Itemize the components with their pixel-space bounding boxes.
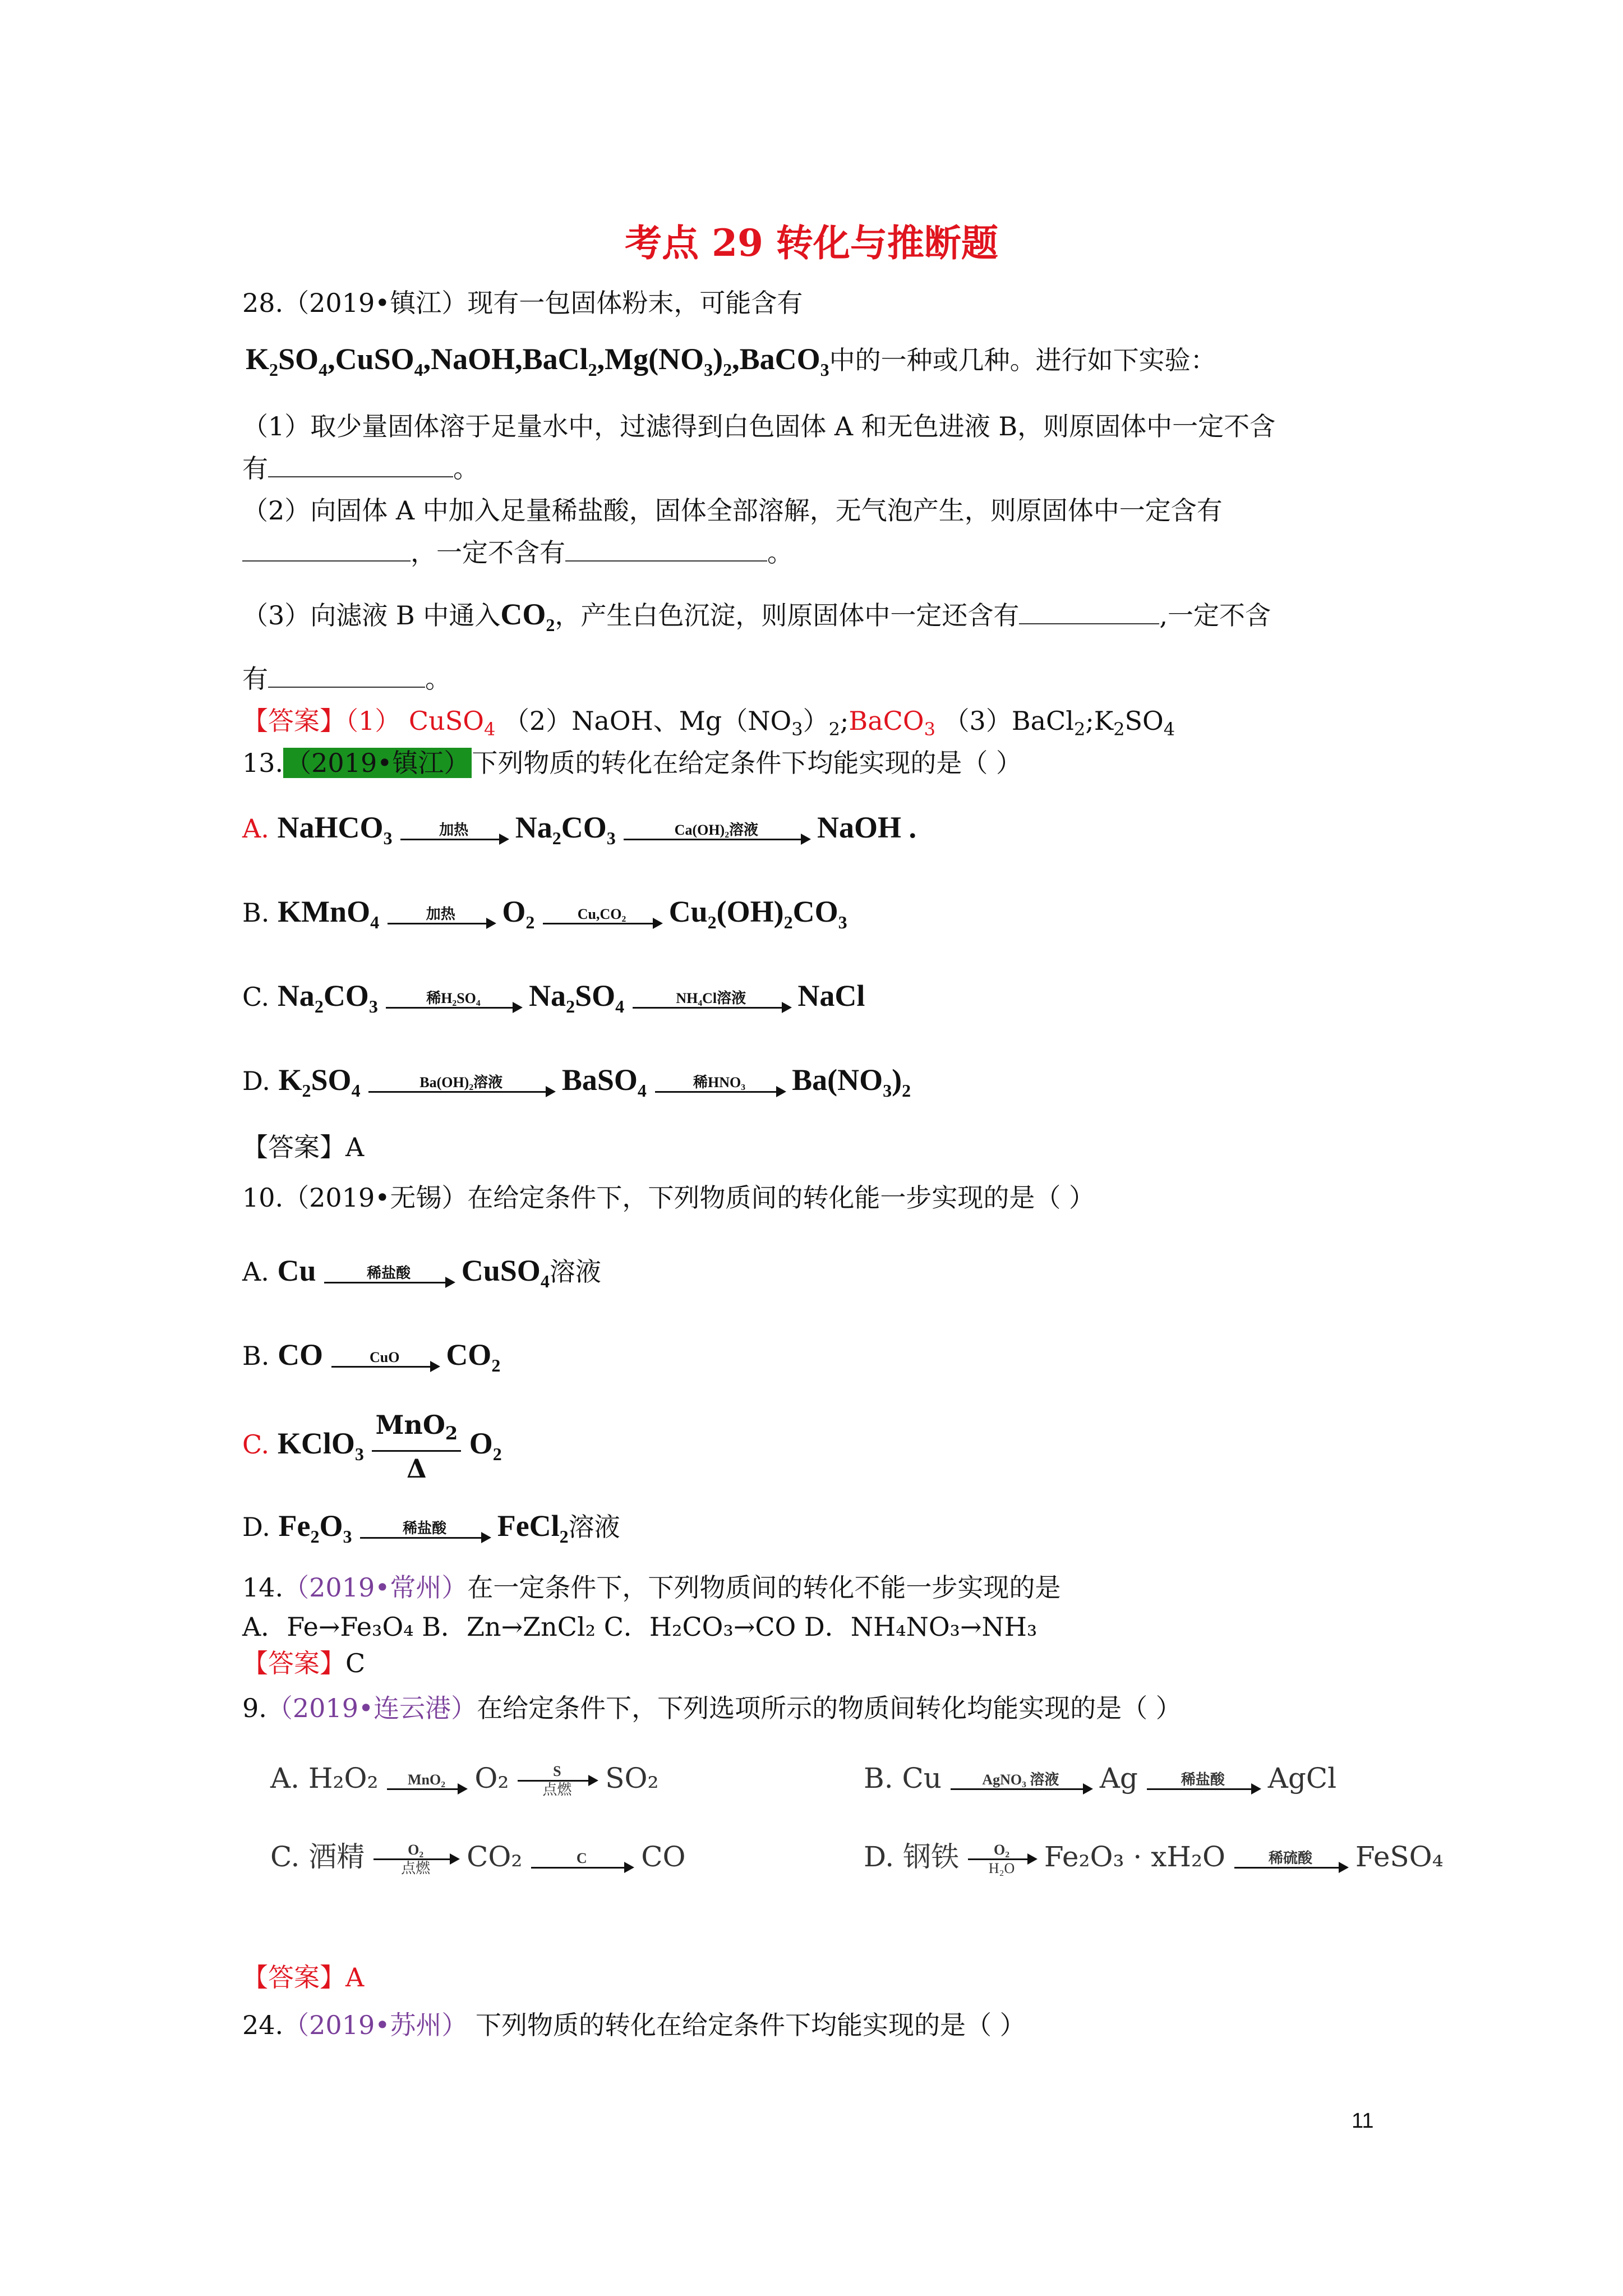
q28-part2-a: （2）向固体 A 中加入足量稀盐酸，固体全部溶解，无气泡产生，则原固体中一定含有 bbox=[242, 495, 1223, 526]
q9-option-c: C. 酒精 O₂ 点燃 CO₂ C CO bbox=[270, 1841, 686, 1876]
q28-part1-a: （1）取少量固体溶于足量水中，过滤得到白色固体 A 和无色进液 B，则原固体中一定不含 bbox=[242, 411, 1276, 441]
source-highlight: （2019•镇江） bbox=[283, 748, 472, 778]
q14-head: 14.（2019•常州）在一定条件下，下列物质间的转化不能一步实现的是 bbox=[242, 1572, 1061, 1603]
co2-formula: $CO_2$ bbox=[500, 597, 555, 635]
q14-options: A．Fe→Fe₃O₄ B．Zn→ZnCl₂ C．H₂CO₃→CO D．NH₄NO₃→NH₃ bbox=[242, 1612, 1038, 1642]
answer-blank bbox=[268, 452, 453, 477]
reaction-arrow: 加热 bbox=[388, 906, 494, 924]
reaction-condition: $\frac{MnO_2}{\Delta}$ bbox=[372, 1408, 461, 1485]
reaction-arrow: Ca(OH)₂溶液 bbox=[624, 822, 809, 840]
answer-blank bbox=[242, 536, 411, 562]
q13-option-c: C. $Na_2CO_3$ 稀H₂SO₄ $Na_2SO_4$ NH₄Cl溶液 NaCl bbox=[242, 979, 865, 1016]
reaction-arrow: 稀盐酸 bbox=[360, 1520, 489, 1539]
page-title: 考点 29 转化与推断题 bbox=[625, 221, 998, 265]
reaction-arrow: 稀盐酸 bbox=[324, 1265, 453, 1283]
q28-part3-a: （3）向滤液 B 中通入$CO_2$，产生白色沉淀，则原固体中一定还含有 ,一定不含 bbox=[242, 597, 1271, 635]
q24-head: 24.（2019•苏州） 下列物质的转化在给定条件下均能实现的是（ ） bbox=[242, 2010, 1026, 2040]
q9-option-b: B. Cu AgNO₃ 溶液 Ag 稀盐酸 AgCl bbox=[864, 1762, 1337, 1795]
q9-head: 9.（2019•连云港）在给定条件下，下列选项所示的物质间转化均能实现的是（ ） bbox=[242, 1693, 1182, 1723]
q10-option-c: C. KClO$_3$ $\frac{MnO_2}{\Delta}$ $O_2$ bbox=[242, 1408, 502, 1485]
q28-part1-b: 有 。 bbox=[242, 452, 479, 485]
q10-option-a: A. Cu 稀盐酸 CuSO$_4$溶液 bbox=[242, 1254, 601, 1291]
q28-answer: 【答案】（1） CuSO$_4$ （2）NaOH、$Mg(NO_3)_2;BaCO_3$ $(3)BaCl_2;K_2SO_4$ bbox=[242, 706, 1175, 740]
q10-option-b: B. CO CuO $CO_2$ bbox=[242, 1338, 501, 1375]
q13-option-d: D. $K_2SO_4$ Ba(OH)₂溶液 BaSO$_4$ 稀HNO₃ $Ba(NO_3)_2$ bbox=[242, 1063, 911, 1101]
reaction-arrow: 加热 bbox=[400, 822, 507, 840]
q13-option-a: A. NaHCO$_3$ 加热 $Na_2CO_3$ Ca(OH)₂溶液 NaOH . bbox=[242, 811, 916, 848]
q28-part3-b: 有 。 bbox=[242, 662, 451, 696]
q14-answer: 【答案】C bbox=[242, 1648, 366, 1678]
reaction-arrow: 稀HNO₃ bbox=[655, 1074, 784, 1093]
reaction-arrow: Ba(OH)₂溶液 bbox=[368, 1074, 554, 1093]
q9-option-a: A. H₂O₂ MnO₂ O₂ S 点燃 SO₂ bbox=[270, 1762, 659, 1798]
q10-option-d: D. $Fe_2O_3$ 稀盐酸 FeCl$_2$溶液 bbox=[242, 1509, 620, 1547]
q28-formula: $K_2SO_4,CuSO_4,NaOH,BaCl_2,Mg(NO_3)_2,BaCO_3$ bbox=[246, 342, 829, 380]
reaction-arrow: NH₄Cl溶液 bbox=[633, 990, 790, 1009]
reaction-arrow: 稀H₂SO₄ bbox=[386, 990, 520, 1009]
reaction-arrow: CuO bbox=[331, 1349, 438, 1368]
answer-blank bbox=[565, 536, 767, 562]
q28-head: 28.（2019•镇江）现有一包固体粉末，可能含有 bbox=[242, 288, 803, 318]
q13-option-b: B. KMnO$_4$ 加热 $O_2$ Cu,CO₂ $Cu_2(OH)_2CO_3$ bbox=[242, 895, 847, 932]
answer-blank bbox=[268, 662, 425, 688]
q28-part2-b: ，一定不含有 。 bbox=[242, 536, 793, 569]
answer-blank bbox=[1019, 599, 1159, 624]
q28-formula-tail: 中的一种或几种。进行如下实验： bbox=[829, 345, 1216, 375]
page-number: 11 bbox=[1352, 2109, 1374, 2133]
q10-head: 10.（2019•无锡）在给定条件下，下列物质间的转化能一步实现的是（ ） bbox=[242, 1182, 1095, 1213]
q13-head: 13.（2019•镇江）下列物质的转化在给定条件下均能实现的是（ ） bbox=[242, 748, 1022, 778]
q13-answer: 【答案】A bbox=[242, 1132, 365, 1162]
q28-formula-line bbox=[246, 342, 1216, 386]
q9-answer: 【答案】A bbox=[242, 1962, 365, 1993]
reaction-arrow: Cu,CO₂ bbox=[543, 906, 661, 924]
q9-option-d: D. 钢铁 $\frac{\text{O₂}}{\text{H₂O}}$ Fe₂O₃ · xH₂O 稀硫酸 FeSO₄ bbox=[864, 1841, 1444, 1876]
